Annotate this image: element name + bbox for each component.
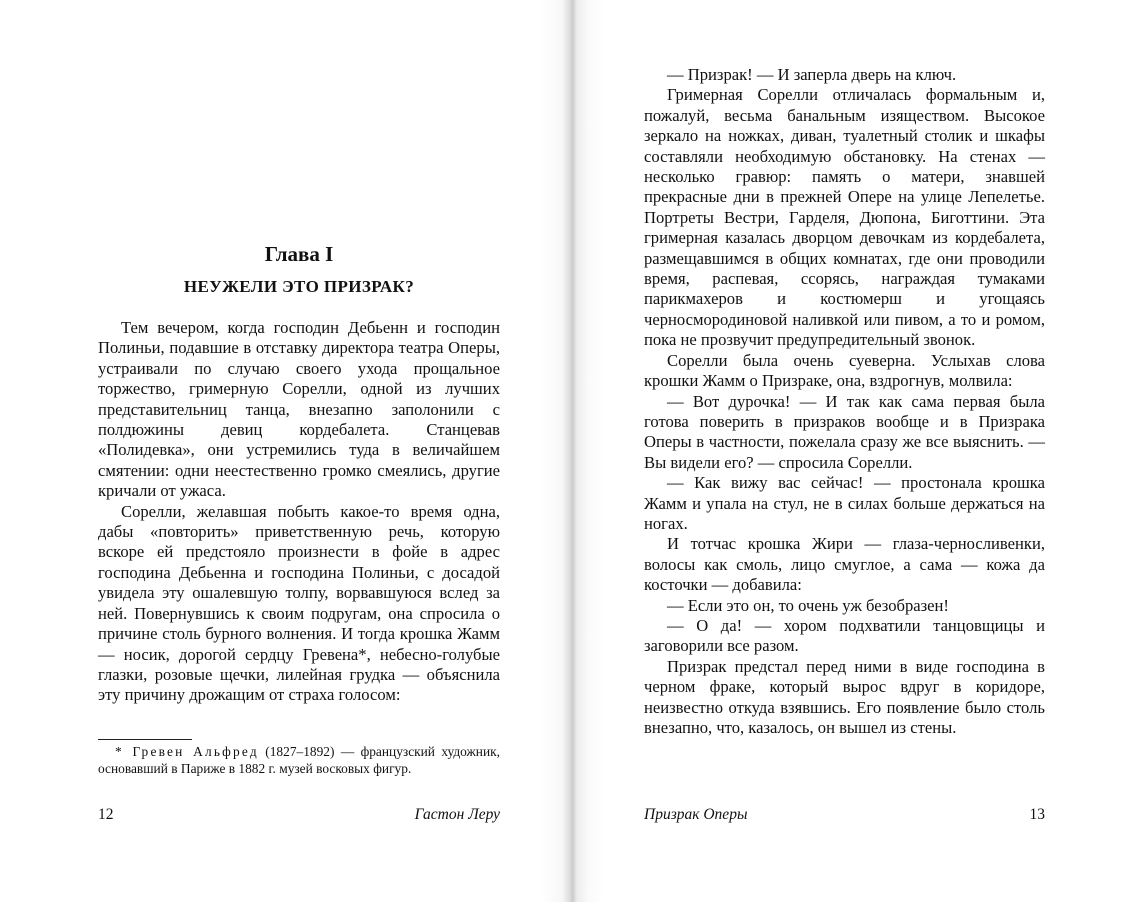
paragraph: Сорелли, желавшая побыть какое-то время одна, дабы «повторить» приветственную речь, которую вскоре ей предстояло произнести в фойе в адрес господина Дебьенна и господина Полиньи, с досадой увидела эту ошалевшую толпу, ворвавшуюся вслед за ней. Повернувшись к своим подругам, она спросила о причине столь бурного волнения. И тогда крошка Жамм — носик, дорогой сердцу Гревена*, небесно-голубые глазки, розовые щечки, лилейная грудка — объяснила эту причину дрожащим от страха голосом: [98, 501, 500, 705]
footnote [98, 743, 500, 778]
paragraph: — Призрак! — И заперла дверь на ключ. [667, 65, 957, 84]
paragraph: — О да! — хором подхватили танцовщицы и заговорили все разом. [644, 615, 1045, 656]
running-head-title: Призрак Оперы [644, 806, 748, 823]
running-head-author: Гастон Леру [414, 806, 500, 823]
footnote-text: (1827–1892) — французский художник, основавший в Париже в 1882 г. музей восковых фигур. [98, 744, 500, 777]
paragraph: — Как вижу вас сейчас! — простонала крошка Жамм и упала на стул, не в силах больше держаться на ногах. [644, 473, 1045, 533]
footnote-name: * Гревен Альфред [115, 744, 259, 759]
page-number-left: 12 [98, 806, 114, 823]
paragraph: И тотчас крошка Жири — глаза-черносливенки, волосы как смоль, лицо смуглое, а сама — кожа да косточки — добавила: [644, 534, 1045, 595]
paragraph: — Вот дурочка! — И так как сама первая была готова поверить в призраков вообще и в Призрака Оперы в частности, пожелала сразу же все выяснить. — Вы видели его? — спросила Сорелли. [644, 391, 1045, 472]
chapter-number: Глава I [264, 242, 334, 266]
paragraph: Сорелли была очень суеверна. Услыхав слова крошки Жамм о Призраке, она, вздрогнув, молвила: [644, 350, 1045, 391]
paragraph: Гримерная Сорелли отличалась формальным и, пожалуй, весьма банальным изяществом. Высокое зеркало на ножках, диван, туалетный столик и шкафы составляли необходимую обстановку. На стенах — несколько гравюр: память о матери, знавшей прекрасные дни в прежней Опере на улице Лепелетье. Портреты Вестри, Гарделя, Дюпона, Биготтини. Эта гримерная казалась дворцом девочкам из кордебалета, размещавшимся в общих комнатах, где они проводили время, распевая, ссорясь, награждая тумаками парикмахеров и костюмерш и угощаясь черносмородиновой наливкой или пивом, а то и ромом, пока не прозвучит предупредительный звонок. [644, 85, 1045, 350]
paragraph: Тем вечером, когда господин Дебьенн и господин Полиньи, подавшие в отставку директора театра Оперы, устраивали по случаю своего ухода прощальное торжество, гримерную Сорелли, одной из лучших представительниц танца, внезапно заполонили с полдюжины девиц кордебалета. Станцевав «Полидевка», они устремились туда в величайшем смятении: одни неестественно громко смеялись, другие кричали от ужаса. [98, 318, 500, 501]
left-body-text [98, 318, 500, 706]
page-number-right: 13 [1029, 806, 1045, 823]
footnote-rule [98, 739, 192, 740]
paragraph: — Если это он, то очень уж безобразен! [667, 595, 949, 615]
right-body-text [644, 65, 1045, 738]
chapter-title: НЕУЖЕЛИ ЭТО ПРИЗРАК? [183, 277, 415, 296]
right-page [572, 0, 1144, 902]
paragraph: Призрак предстал перед ними в виде господина в черном фраке, который вырос вдруг в коридоре, неизвестно откуда взявшись. Его появление было столь внезапно, что, казалось, он вышел из стены. [644, 656, 1045, 737]
